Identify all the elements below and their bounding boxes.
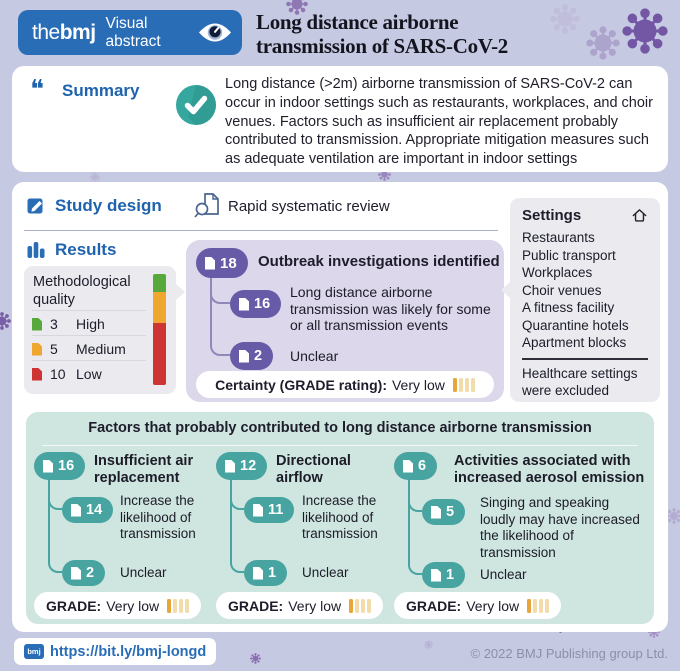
virus-decoration-icon (0, 312, 11, 330)
settings-item: Choir venues (522, 282, 602, 298)
method-quality-title: Methodological quality (33, 274, 131, 308)
grade-value: Very low (466, 597, 520, 614)
count-value: 6 (418, 458, 427, 474)
factors-title: Factors that probably contributed to long distance airborne transmission (88, 420, 592, 436)
quality-bar-low (153, 323, 166, 385)
count-pill (422, 562, 465, 588)
virus-decoration-icon (586, 26, 620, 60)
quality-label: Medium (76, 341, 126, 357)
count-pill (62, 560, 105, 586)
grade-pill (216, 592, 383, 619)
tree-connector (408, 480, 422, 575)
quality-row-high (32, 310, 146, 332)
count-value: 2 (86, 565, 95, 581)
document-icon (71, 567, 81, 580)
quality-row-low (32, 360, 146, 382)
outbreak-unclear-text: Unclear (290, 348, 339, 364)
document-icon (32, 368, 42, 381)
count-pill (196, 248, 248, 278)
count-pill (244, 560, 287, 586)
grade-pill (34, 592, 201, 619)
settings-item: Workplaces (522, 265, 593, 280)
count-value: 5 (446, 504, 455, 520)
badge-label: Visual abstract (105, 14, 161, 50)
factor-child-text: Unclear (302, 565, 349, 580)
quote-icon: ❝ (30, 75, 44, 105)
bmj-logo-the: the (32, 20, 60, 44)
bmj-logo (32, 21, 96, 45)
grade-rating-bars (453, 378, 475, 392)
factor-title: Activities associated with increased aerosol emission (454, 453, 645, 486)
document-icon (32, 343, 42, 356)
settings-title: Settings (522, 207, 582, 224)
grade-value: Very low (288, 597, 342, 614)
tree-connector (210, 278, 230, 356)
document-icon (205, 257, 215, 270)
pencil-icon (26, 195, 47, 216)
page-title-line2: transmission of SARS-CoV-2 (256, 34, 508, 59)
document-icon (43, 460, 53, 473)
document-icon (239, 298, 249, 311)
count-pill (230, 290, 281, 318)
factor-column-air-replacement (34, 452, 210, 620)
count-value: 11 (268, 502, 284, 518)
count-value: 1 (446, 567, 455, 583)
settings-item: A fitness facility (522, 300, 615, 315)
page-title (256, 10, 508, 59)
tree-connector (230, 480, 244, 573)
document-icon (225, 460, 235, 473)
factor-child-text: Singing and speaking loudly may have increased the likelihood of transmission (480, 495, 640, 560)
results-chart-icon (26, 239, 47, 260)
virus-decoration-icon (250, 653, 261, 664)
settings-item: Restaurants (522, 230, 595, 245)
check-icon (175, 84, 217, 126)
short-url-text: https://bit.ly/bmj-longd (50, 643, 207, 660)
grade-label: GRADE: (406, 597, 462, 614)
document-icon (71, 504, 81, 517)
settings-panel (510, 198, 660, 402)
quality-count: 10 (50, 366, 66, 382)
quality-row-medium (32, 335, 146, 357)
grade-value: Very low (106, 597, 160, 614)
systematic-review-icon (193, 190, 223, 220)
outbreaks-title: Outbreak investigations identified (258, 253, 500, 270)
virus-decoration-icon (622, 8, 668, 54)
grade-label: GRADE: (46, 597, 102, 614)
settings-note: Healthcare settings were excluded (522, 365, 638, 398)
factor-title: Directional airflow (276, 453, 351, 486)
outbreaks-panel (186, 240, 504, 402)
bmj-mini-logo-icon: bmj (24, 644, 44, 659)
factor-column-directional-airflow (216, 452, 388, 620)
count-value: 1 (268, 565, 277, 581)
factors-panel (26, 412, 654, 624)
settings-divider (522, 358, 648, 360)
settings-item: Apartment blocks (522, 335, 627, 350)
settings-panel-tail (501, 282, 510, 298)
grade-rating-bars (349, 599, 371, 613)
document-icon (253, 504, 263, 517)
count-pill (422, 499, 465, 525)
summary-text: Long distance (>2m) airborne transmission of SARS-CoV-2 can occur in indoor settings such as restaurants, workplaces, and choir venues. Factors such as insufficient air replacement probably contributed to transmission. Appropriate mitigation measures such as adequate ventilation are important in indoor settings (225, 76, 653, 168)
count-value: 18 (220, 254, 237, 272)
quality-count: 3 (50, 316, 58, 332)
bmj-badge (18, 10, 242, 55)
tree-connector (48, 480, 62, 573)
count-value: 16 (254, 296, 271, 312)
factor-child-text: Increase the likelihood of transmission (302, 493, 378, 541)
short-url-link[interactable] (14, 638, 216, 665)
grade-label: GRADE: (228, 597, 284, 614)
outbreak-likely-text: Long distance airborne transmission was likely for some or all transmission events (290, 284, 491, 333)
count-value: 16 (58, 458, 75, 474)
factors-divider (42, 445, 638, 446)
count-pill (34, 452, 85, 480)
factor-child-text: Unclear (120, 565, 167, 580)
count-pill (230, 342, 273, 370)
count-value: 14 (86, 502, 103, 518)
study-design-value: Rapid systematic review (228, 198, 390, 215)
document-icon (431, 506, 441, 519)
document-icon (239, 350, 249, 363)
method-quality-panel (24, 266, 176, 394)
summary-heading: Summary (62, 81, 140, 100)
eye-icon (198, 20, 232, 45)
count-pill (244, 497, 294, 523)
virus-decoration-icon (424, 640, 433, 649)
home-icon (631, 207, 648, 224)
settings-item: Public transport (522, 247, 616, 263)
settings-item: Quarantine hotels (522, 317, 629, 333)
document-icon (32, 318, 42, 331)
quality-bar-medium (153, 292, 166, 323)
study-design-divider (24, 230, 498, 231)
quality-label: High (76, 316, 105, 332)
certainty-pill (196, 371, 494, 398)
study-design-heading: Study design (55, 196, 162, 215)
factor-title: Insufficient air replacement (94, 453, 194, 486)
summary-card (12, 66, 668, 172)
count-value: 12 (240, 458, 257, 474)
quality-bar-high (153, 274, 166, 292)
certainty-label: Certainty (GRADE rating): (215, 376, 387, 393)
virus-decoration-icon (550, 4, 580, 34)
results-heading: Results (55, 240, 117, 259)
factor-child-text: Increase the likelihood of transmission (120, 493, 196, 541)
virus-decoration-icon (666, 508, 680, 524)
certainty-value: Very low (391, 376, 445, 393)
count-pill (216, 452, 267, 480)
grade-pill (394, 592, 561, 619)
document-icon (403, 460, 413, 473)
count-pill (394, 452, 437, 480)
results-card (12, 182, 668, 632)
factor-child-text: Unclear (480, 567, 527, 582)
count-value: 2 (254, 348, 263, 364)
bmj-logo-bmj: bmj (59, 20, 96, 44)
factor-column-aerosol-activities (394, 452, 648, 620)
document-icon (431, 569, 441, 582)
copyright-text: © 2022 BMJ Publishing group Ltd. (470, 646, 668, 661)
quality-label: Low (76, 366, 102, 382)
document-icon (253, 567, 263, 580)
grade-rating-bars (527, 599, 549, 613)
page-title-line1: Long distance airborne (256, 10, 459, 34)
grade-rating-bars (167, 599, 189, 613)
quality-count: 5 (50, 341, 58, 357)
count-pill (62, 497, 113, 523)
virus-decoration-icon (90, 172, 100, 182)
quality-stacked-bar (153, 274, 166, 385)
quality-panel-tail (176, 284, 185, 300)
